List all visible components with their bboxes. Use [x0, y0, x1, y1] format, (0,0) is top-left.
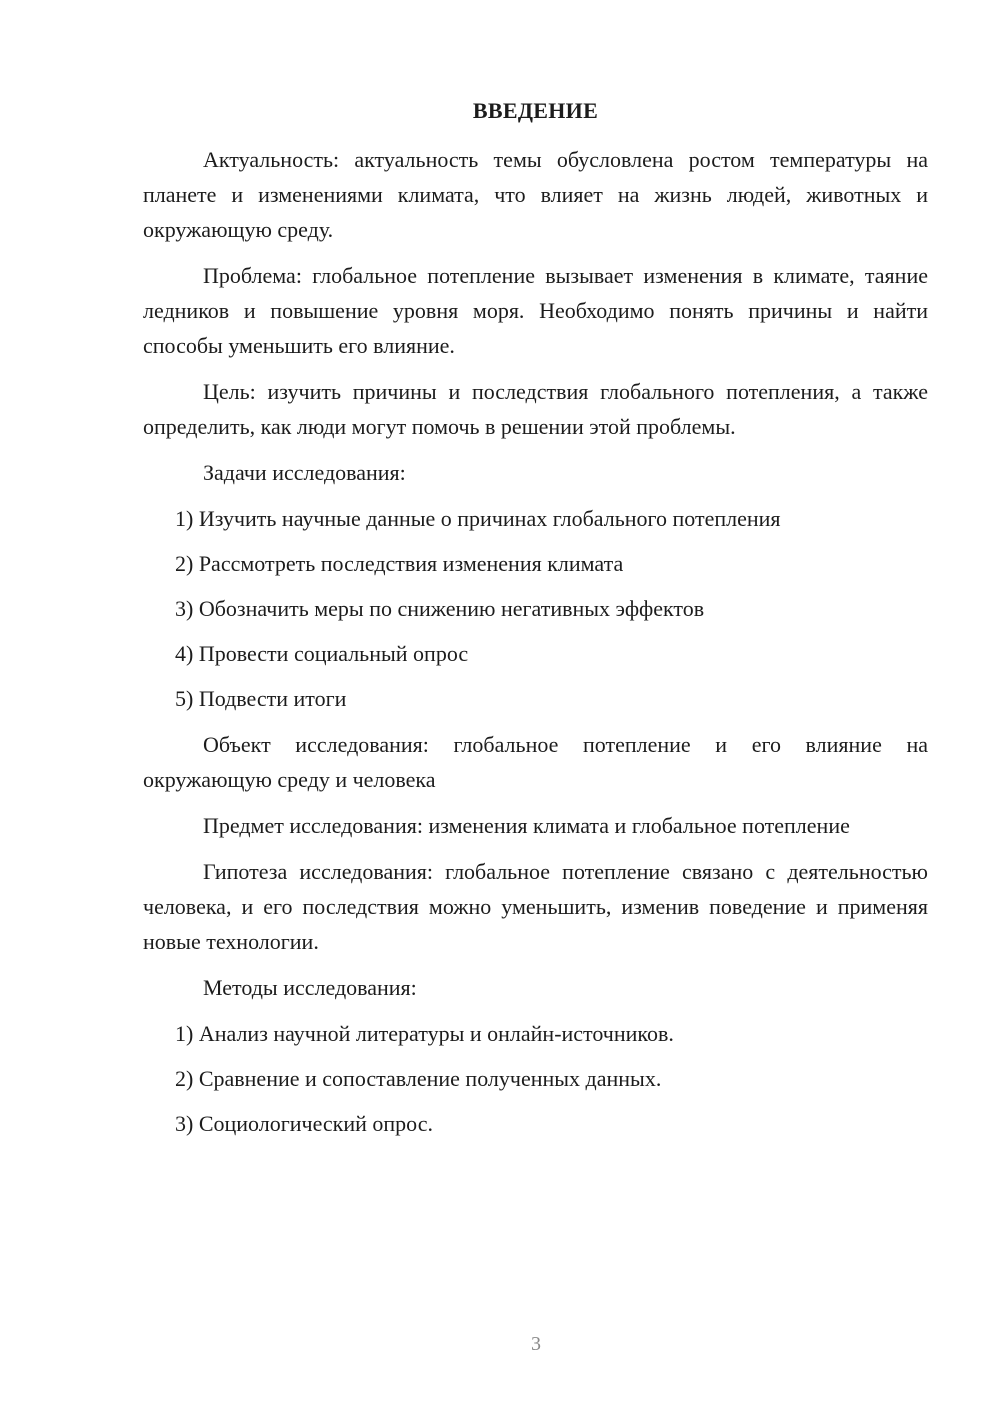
list-item: 3) Социологический опрос.	[175, 1111, 433, 1136]
tasks-heading: Задачи исследования:	[203, 460, 406, 485]
page-title: ВВЕДЕНИЕ	[472, 98, 599, 123]
list-item: 3) Обозначить меры по снижению негативных эффектов	[175, 596, 705, 621]
list-item: 2) Сравнение и сопоставление полученных данных.	[175, 1066, 662, 1091]
problem-paragraph: Проблема: глобальное потепление вызывает изменения в климате, таяние ледников и повышение уровня моря. Необходимо понять причины и найти способы уменьшить его влияние.	[143, 263, 928, 358]
list-item: 5) Подвести итоги	[175, 686, 347, 711]
methods-list	[143, 1016, 928, 1141]
document-body	[143, 142, 928, 1151]
hypothesis-paragraph: Гипотеза исследования: глобальное потепление связано с деятельностью человека, и его последствия можно уменьшить, изменив поведение и применяя новые технологии.	[143, 859, 928, 954]
list-item: 4) Провести социальный опрос	[175, 641, 469, 666]
object-paragraph: Объект исследования: глобальное потепление и его влияние на окружающую среду и человека	[143, 732, 928, 792]
list-item: 2) Рассмотреть последствия изменения климата	[175, 551, 624, 576]
tasks-list	[143, 501, 928, 716]
list-item: 1) Изучить научные данные о причинах глобального потепления	[175, 506, 781, 531]
relevance-paragraph: Актуальность: актуальность темы обусловлена ростом температуры на планете и изменениями климата, что влияет на жизнь людей, животных и окружающую среду.	[143, 147, 928, 242]
goal-paragraph: Цель: изучить причины и последствия глобального потепления, а также определить, как люди могут помочь в решении этой проблемы.	[143, 379, 928, 439]
page-number: 3	[531, 1333, 541, 1355]
methods-heading: Методы исследования:	[203, 975, 417, 1000]
list-item: 1) Анализ научной литературы и онлайн-источников.	[175, 1021, 674, 1046]
subject-paragraph: Предмет исследования: изменения климата и глобальное потепление	[203, 813, 850, 838]
